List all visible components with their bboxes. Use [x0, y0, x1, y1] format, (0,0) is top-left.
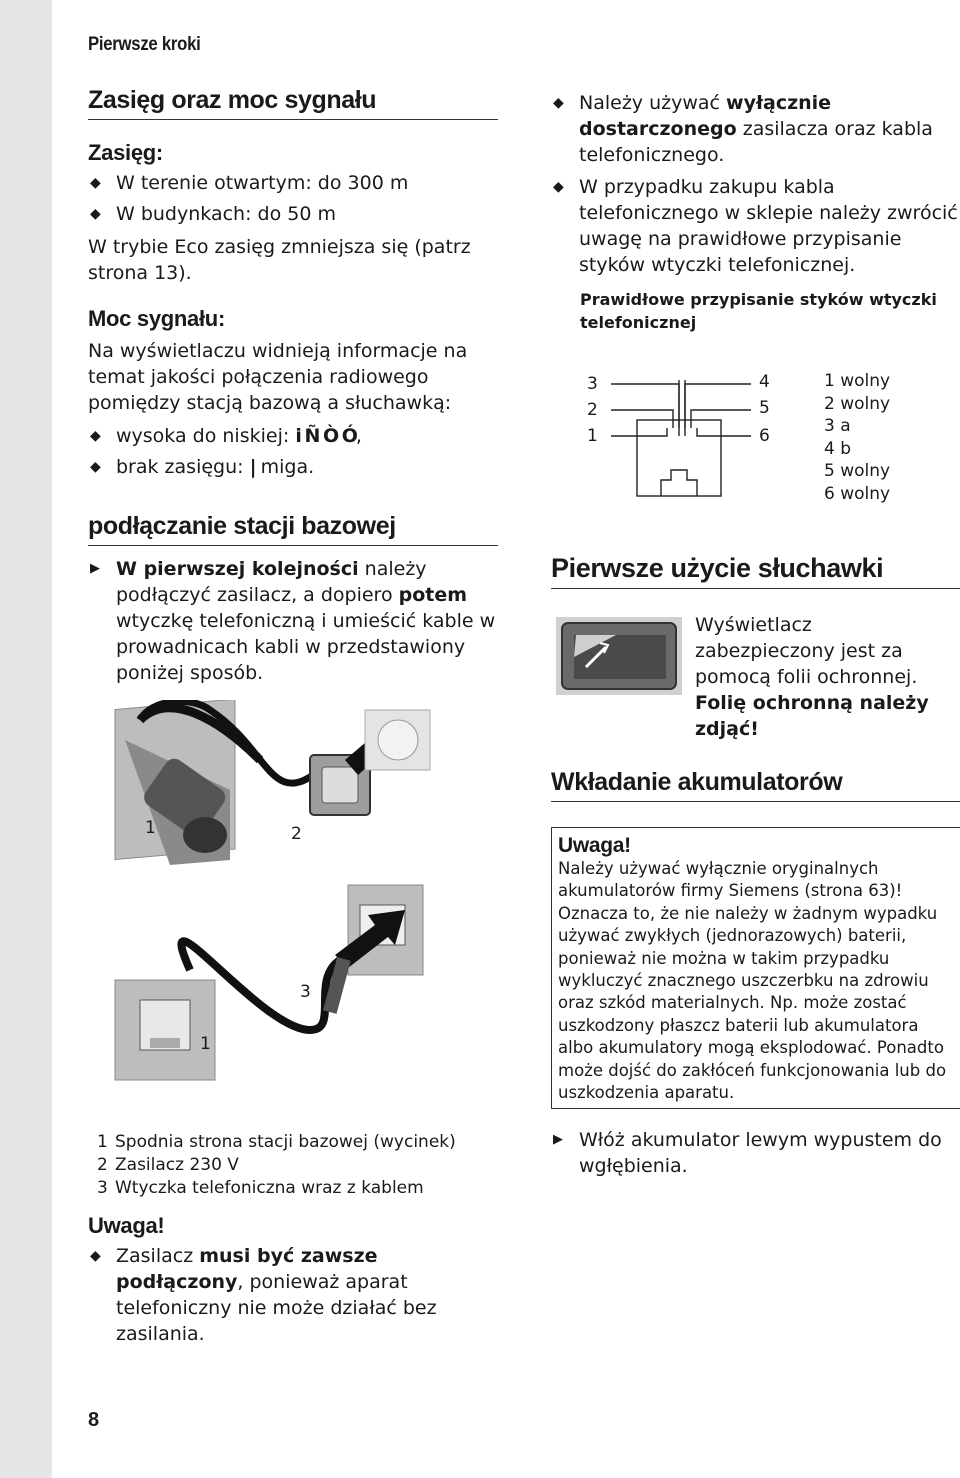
battery-steps	[551, 1127, 960, 1179]
range-list	[88, 170, 498, 227]
pin-legend-row: 5 wolny	[824, 461, 891, 482]
list-item: ▶ Włóż akumulator lewym wypustem do wgłębienia.	[551, 1127, 960, 1179]
cable-notes	[551, 90, 960, 278]
pin-legend-row: 6 wolny	[824, 483, 891, 504]
signal-strength-icons: i Ñ Ò Ó	[295, 425, 356, 447]
power-warning	[88, 1213, 498, 1347]
figure-captions	[97, 1131, 456, 1200]
pin-legend-row: 4 b	[824, 438, 852, 459]
pin-number: 1	[587, 426, 598, 446]
pin-number: 3	[587, 374, 598, 394]
first-use-instruction: Folię ochronną należy zdjąć!	[695, 692, 929, 740]
pin-legend-row: 3 a	[824, 416, 851, 437]
right-column	[551, 86, 960, 334]
figure-label-2: 2	[291, 824, 302, 844]
page-margin-band	[0, 0, 52, 1478]
list-item	[88, 423, 498, 449]
section-title-first-use: Pierwsze użycie słuchawki	[551, 553, 960, 589]
warning-text-2: , ponieważ aparat telefoniczny nie może działać bez zasilania.	[116, 1271, 437, 1345]
section-title-connect: podłączanie stacji bazowej	[88, 512, 498, 546]
pin-number: 2	[587, 400, 598, 420]
list-item	[88, 1243, 498, 1347]
warning-emph: musi być zawsze podłączony	[116, 1245, 378, 1293]
eco-note: W trybie Eco zasięg zmniejsza się (patrz strona 13).	[88, 236, 471, 284]
pin-number: 6	[759, 426, 770, 446]
display-foil-icon	[556, 617, 682, 695]
first-use-section	[551, 553, 960, 589]
page-number: 8	[88, 1409, 99, 1431]
note-text: Należy używać	[579, 92, 727, 114]
running-header: Pierwsze kroki	[88, 34, 201, 55]
pin-legend-row: 2 wolny	[824, 393, 891, 414]
pin-number: 4	[759, 372, 770, 392]
caption-row	[97, 1154, 456, 1177]
caption-text: Wtyczka telefoniczna wraz z kablem	[115, 1178, 424, 1198]
note-emph: wyłącznie dostarczonego	[579, 92, 832, 140]
section-title-range: Zasięg oraz moc sygnału	[88, 86, 498, 120]
caption-row	[97, 1177, 456, 1200]
signal-none-label: brak zasięgu:	[116, 456, 244, 478]
signal-list	[88, 423, 498, 480]
rj11-socket-icon	[601, 370, 761, 510]
list-item: ◆ W przypadku zakupu kabla telefonicznego w sklepie należy zwrócić uwagę na prawidłowe przypisanie styków wtyczki telefonicznej.	[551, 174, 960, 278]
caption-text: Zasilacz 230 V	[115, 1155, 239, 1175]
list-item: ◆ W budynkach: do 50 m	[88, 201, 498, 227]
signal-heading: Moc sygnału:	[88, 306, 225, 331]
step-emph-1: W pierwszej kolejności	[116, 558, 359, 580]
first-use-text-block	[695, 612, 955, 742]
pin-number: 5	[759, 398, 770, 418]
battery-warning-text: Należy używać wyłącznie oryginalnych akumulatorów firmy Siemens (strona 63)! Oznacza to, że nie należy w żadnym wypadku używać zwykłych (jednorazowych) baterii, ponieważ nie można w takim przypadku wykluczyć znacznego uszczerbku na zdrowiu oraz szkód materialnych. Np. może zostać uszkodzony płaszcz baterii lub akumulatora albo akumulatory mogą eksplodować. Ponadto może dojść do zakłóceń funkcjonowania lub do uszkodzenia aparatu.	[558, 859, 947, 1103]
list-item: ◆ W terenie otwartym: do 300 m	[88, 170, 498, 196]
signal-none-end: miga.	[260, 456, 315, 478]
caption-number: 1	[97, 1132, 108, 1152]
battery-warning-box	[551, 827, 960, 1109]
no-signal-icon: |	[249, 456, 255, 478]
caption-text: Spodnia strona stacji bazowej (wycinek)	[115, 1132, 456, 1152]
figure-label-1b: 1	[200, 1034, 211, 1054]
range-heading: Zasięg:	[88, 140, 163, 165]
pin-legend-row: 1 wolny	[824, 371, 891, 391]
figure-label-3: 3	[300, 982, 311, 1002]
caption-number: 3	[97, 1178, 108, 1198]
list-item	[551, 90, 960, 168]
left-column	[88, 86, 498, 686]
signal-item-end: ,	[355, 425, 362, 447]
pin-assignment-title: Prawidłowe przypisanie styków wtyczki telefonicznej	[580, 290, 937, 332]
figure-label-1a: 1	[145, 818, 156, 838]
warning-text-1: Zasilacz	[116, 1245, 200, 1267]
pin-diagram	[551, 360, 960, 510]
warning-heading: Uwaga!	[88, 1213, 165, 1238]
battery-warning-heading: Uwaga!	[558, 834, 631, 857]
connection-illustration	[110, 700, 440, 1090]
list-item	[88, 454, 498, 480]
caption-number: 2	[97, 1155, 108, 1175]
signal-text: Na wyświetlaczu widnieją informacje na temat jakości połączenia radiowego pomiędzy stacją bazową a słuchawką:	[88, 340, 468, 414]
signal-high-label: wysoka do niskiej:	[116, 425, 290, 447]
step-text-1: należy podłączyć zasilacz, a dopiero	[116, 558, 427, 606]
warning-list	[88, 1243, 498, 1347]
note-text: zasilacza oraz kabla telefonicznego.	[579, 118, 933, 166]
list-item	[88, 556, 498, 686]
section-title-battery: Wkładanie akumulatorów	[551, 768, 960, 802]
caption-row	[97, 1131, 456, 1154]
step-text-2: wtyczkę telefoniczną i umieścić kable w prowadnicach kabli w przedstawiony poniżej sposób.	[116, 610, 496, 684]
pin-legend	[824, 370, 890, 506]
first-use-text: Wyświetlacz zabezpieczony jest za pomocą folii ochronnej.	[695, 614, 918, 688]
step-emph-2: potem	[398, 584, 468, 606]
battery-section	[551, 768, 960, 1179]
connect-steps	[88, 556, 498, 686]
